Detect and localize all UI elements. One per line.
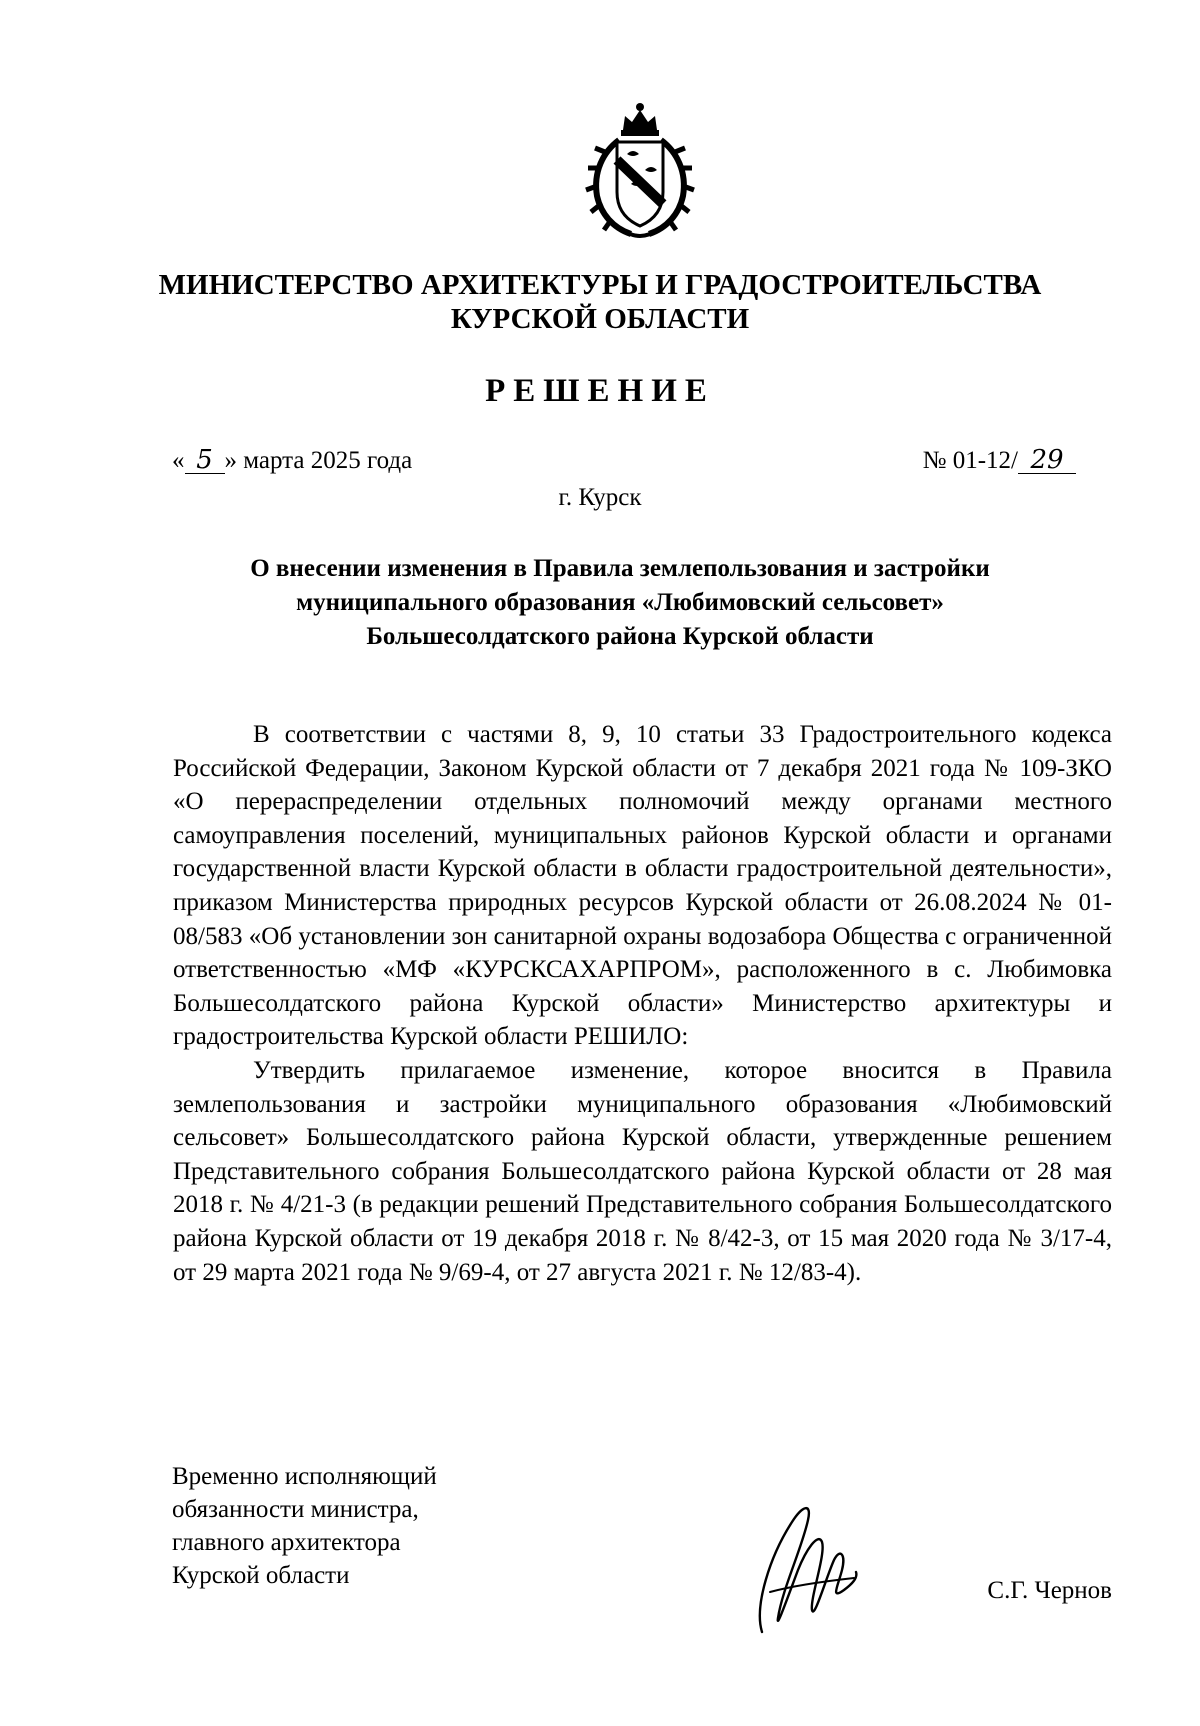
organization-title (120, 268, 1080, 336)
document-body (173, 718, 1112, 1289)
document-type: РЕШЕНИЕ (485, 373, 715, 409)
date-month-year: » марта 2025 года (224, 447, 413, 474)
subject-line-2: муниципального образования «Любимовский сельсовет» (296, 589, 944, 616)
organization-line-2: КУРСКОЙ ОБЛАСТИ (450, 303, 750, 335)
body-paragraph-2: Утвердить прилагаемое изменение, которое вносится в Правила землепользования и застройки муниципального образования «Любимовский сельсовет» Большесолдатского района Курской области, утвержденные решением Представительного собрания Большесолдатского района Курской области от 28 мая 2018 г. № 4/21-3 (в редакции решений Представительного собрания Большесолдатского района Курской области от 19 декабря 2018 г. № 8/42-3, от 15 мая 2020 года № 3/17-4, от 29 марта 2021 года № 9/69-4, от 27 августа 2021 г. № 12/83-4). (173, 1056, 1112, 1286)
organization-line-1: МИНИСТЕРСТВО АРХИТЕКТУРЫ И ГРАДОСТРОИТЕЛЬСТВА (158, 269, 1042, 301)
date-open-quote: « (172, 447, 185, 474)
subject-line-1: О внесении изменения в Правила землепользования и застройки (250, 555, 990, 582)
body-paragraph-1: В соответствии с частями 8, 9, 10 статьи 33 Градостроительного кодекса Российской Федерации, Законом Курской области от 7 декабря 2021 года № 109-ЗКО «О перераспределении отдельных полномочий между органами местного самоуправления поселений, муниципальных районов Курской области и органами государственной власти Курской области в области градостроительной деятельности», приказом Министерства природных ресурсов Курской области от 26.08.2024 № 01-08/583 «Об установлении зон санитарной охраны водозабора Общества с ограниченной ответственностью «МФ «КУРСКСАХАРПРОМ», расположенного в с. Любимовка Большесолдатского района Курской области» Министерство архитектуры и градостроительства Курской области РЕШИЛО: (173, 721, 1112, 1051)
coat-of-arms-icon (575, 100, 705, 242)
signer-position: Временно исполняющий обязанности министра, главного архитектора Курской области (172, 1463, 437, 1589)
number-handwritten: 29 (1030, 445, 1064, 475)
date-day-handwritten: 5 (196, 445, 213, 475)
number-field (1018, 445, 1076, 475)
document-city: г. Курск (558, 484, 642, 511)
handwritten-signature (748, 1498, 860, 1636)
date-day-field (185, 445, 225, 475)
document-subject (160, 552, 1080, 654)
number-prefix: № 01-12/ (922, 447, 1018, 474)
document-number (923, 447, 1076, 475)
signer-name: С.Г. Чернов (987, 1577, 1112, 1604)
document-date (172, 447, 412, 475)
subject-line-3: Большесолдатского района Курской области (366, 623, 874, 650)
